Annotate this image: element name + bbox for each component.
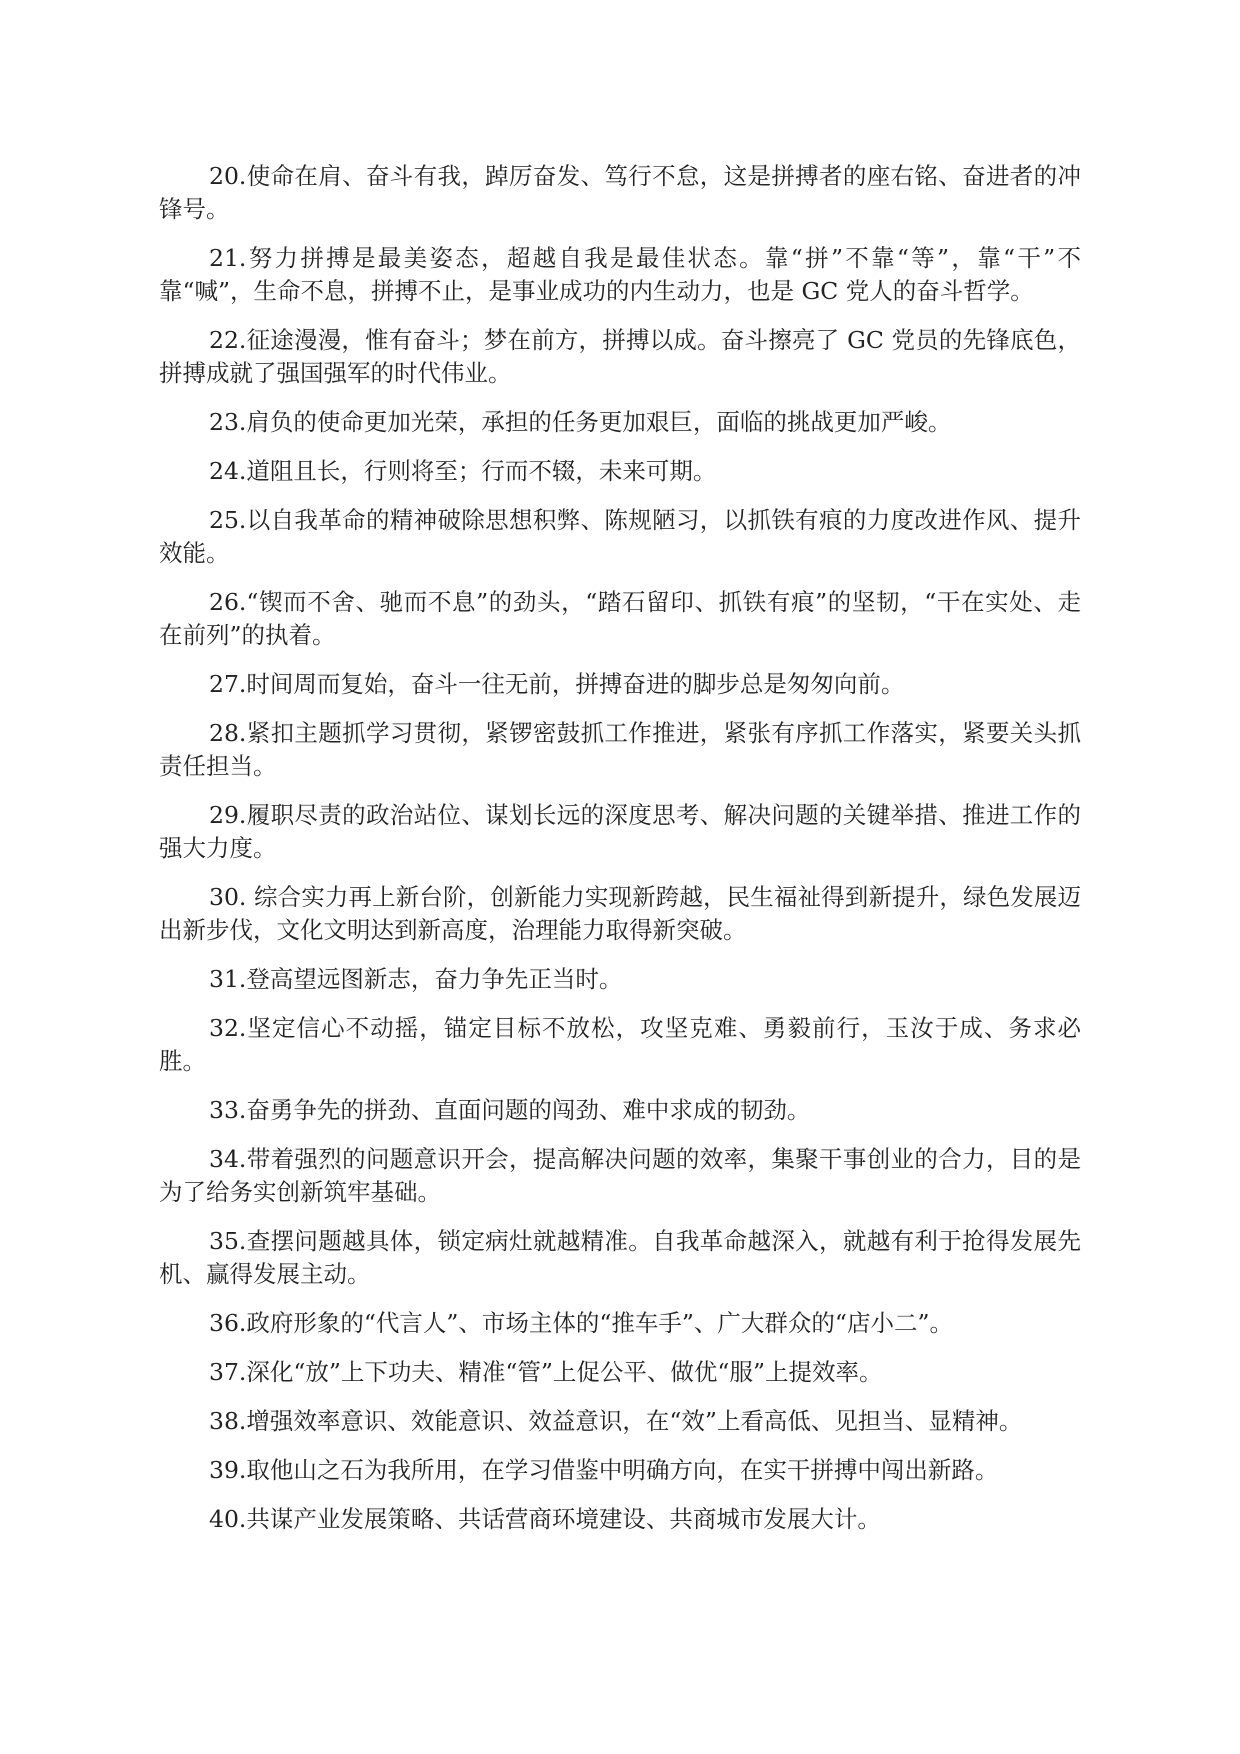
paragraph-24: 24.道阻且长，行则将至；行而不辍，未来可期。: [209, 457, 717, 485]
paragraph-22: 22.征途漫漫，惟有奋斗；梦在前方，拼搏以成。奋斗擦亮了 GC 党员的先锋底色，拼搏成就了强国强军的时代伟业。: [159, 326, 1081, 387]
paragraph-36: 36.政府形象的“代言人”、市场主体的“推车手”、广大群众的“店小二”。: [209, 1309, 953, 1337]
paragraph-40: 40.共谋产业发展策略、共话营商环境建设、共商城市发展大计。: [209, 1505, 881, 1533]
paragraph-37: 37.深化“放”上下功夫、精准“管”上促公平、做优“服”上提效率。: [209, 1358, 883, 1386]
paragraph-33: 33.奋勇争先的拼劲、直面问题的闯劲、难中求成的韧劲。: [209, 1096, 811, 1124]
paragraph-35: 35.查摆问题越具体，锁定病灶就越精准。自我革命越深入，就越有利于抢得发展先机、赢得发展主动。: [159, 1227, 1081, 1288]
paragraph-31: 31.登高望远图新志，奋力争先正当时。: [209, 965, 623, 993]
paragraph-32: 32.坚定信心不动摇，锚定目标不放松，攻坚克难、勇毅前行，玉汝于成、务求必胜。: [159, 1014, 1081, 1075]
paragraph-23: 23.肩负的使命更加光荣，承担的任务更加艰巨，面临的挑战更加严峻。: [209, 408, 952, 436]
paragraph-26: 26.“锲而不舍、驰而不息”的劲头，“踏石留印、抓铁有痕”的坚韧，“干在实处、走在前列”的执着。: [159, 588, 1081, 649]
paragraph-38: 38.增强效率意识、效能意识、效益意识，在“效”上看高低、见担当、显精神。: [209, 1407, 1023, 1435]
paragraph-28: 28.紧扣主题抓学习贯彻，紧锣密鼓抓工作推进，紧张有序抓工作落实，紧要关头抓责任担当。: [159, 719, 1081, 780]
paragraph-25: 25.以自我革命的精神破除思想积弊、陈规陋习，以抓铁有痕的力度改进作风、提升效能。: [159, 506, 1081, 567]
paragraph-20: 20.使命在肩、奋斗有我，踔厉奋发、笃行不怠，这是拼搏者的座右铭、奋进者的冲锋号。: [159, 162, 1081, 223]
document-body: [159, 160, 1081, 1552]
paragraph-39: 39.取他山之石为我所用，在学习借鉴中明确方向，在实干拼搏中闯出新路。: [209, 1456, 999, 1484]
paragraph-30: 30. 综合实力再上新台阶，创新能力实现新跨越，民生福祉得到新提升，绿色发展迈出新步伐，文化文明达到新高度，治理能力取得新突破。: [159, 883, 1081, 944]
paragraph-21: 21.努力拼搏是最美姿态，超越自我是最佳状态。靠“拼”不靠“等”，靠“干”不靠“喊”，生命不息，拼搏不止，是事业成功的内生动力，也是 GC 党人的奋斗哲学。: [159, 244, 1081, 305]
paragraph-27: 27.时间周而复始，奋斗一往无前，拼搏奋进的脚步总是匆匆向前。: [209, 670, 905, 698]
paragraph-29: 29.履职尽责的政治站位、谋划长远的深度思考、解决问题的关键举措、推进工作的强大力度。: [159, 801, 1081, 862]
paragraph-34: 34.带着强烈的问题意识开会，提高解决问题的效率，集聚干事创业的合力，目的是为了给务实创新筑牢基础。: [159, 1145, 1081, 1206]
